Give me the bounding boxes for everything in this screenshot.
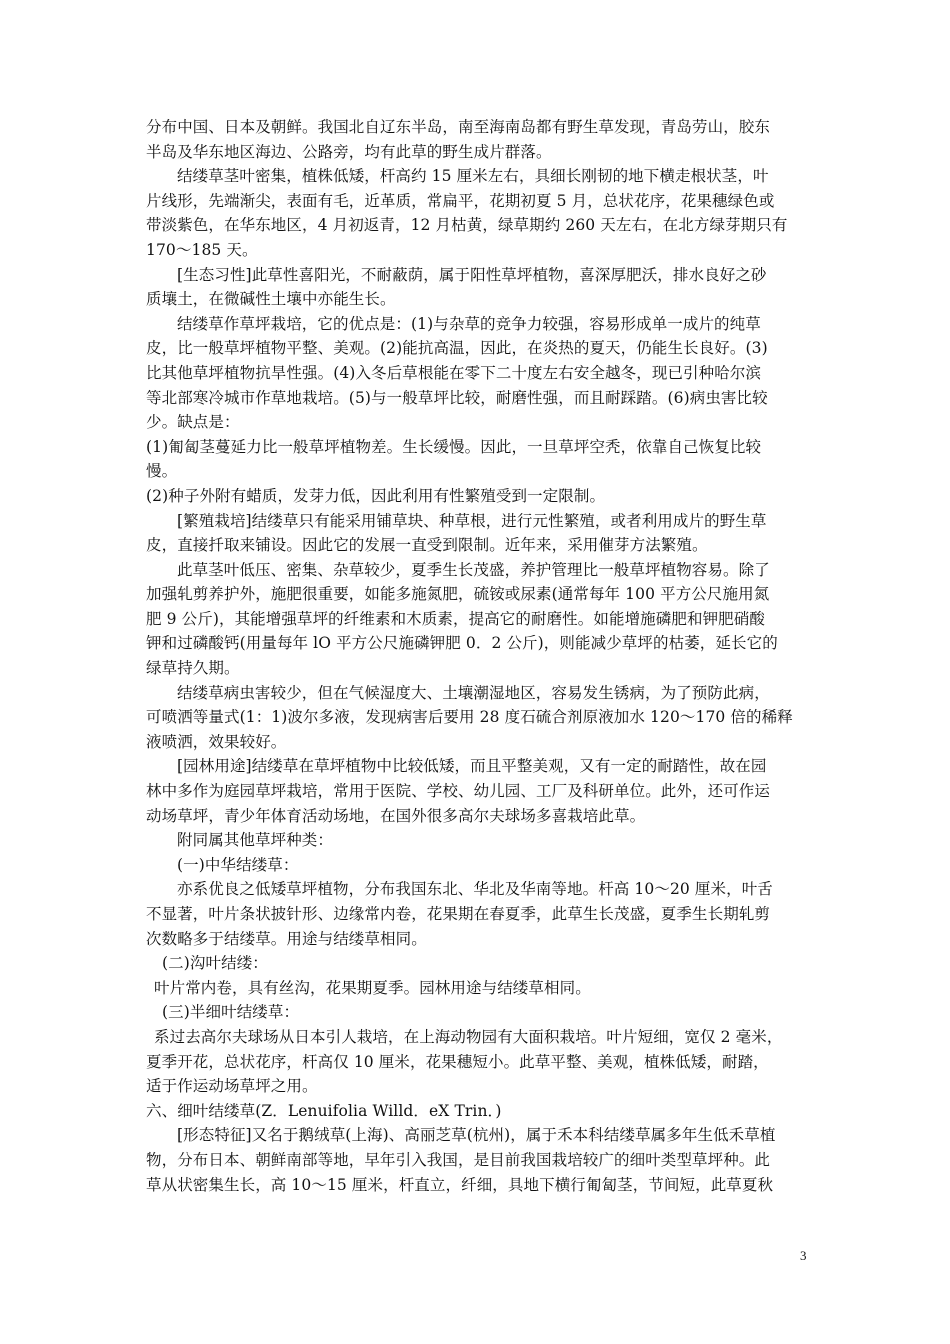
text-line: (一)中华结缕草： [177, 855, 299, 874]
text-line: 夏季开花，总状花序，杆高仅 10 厘米，花果穗短小。此草平整、美观，植株低矮，耐踏， [146, 1052, 769, 1071]
text-line: 附同属其他草坪种类： [177, 831, 334, 850]
document-body [146, 115, 810, 1197]
text-line: 次数略多于结缕草。用途与结缕草相同。 [146, 929, 427, 948]
text-line: 慢。 [146, 462, 178, 481]
text-line: [园林用途]结缕草在草坪植物中比较低矮，而且平整美观，又有一定的耐踏性，故在园 [177, 757, 767, 776]
text-line: 结缕草作草坪栽培，它的优点是：(1)与杂草的竞争力较强，容易形成单一成片的纯草 [177, 314, 761, 333]
page-number: 3 [800, 1248, 807, 1263]
section-heading: 六、细叶结缕草(Z．Lenuifolia Willd．eX Trin．) [146, 1101, 502, 1120]
text-line: 不显著，叶片条状披针形、边缘常内卷，花果期在春夏季，此草生长茂盛，夏季生长期轧剪 [146, 905, 771, 923]
text-line: 结缕草病虫害较少，但在气候湿度大、土壤潮湿地区，容易发生锈病，为了预防此病， [177, 683, 770, 702]
text-line: 适于作运动场草坪之用。 [146, 1077, 318, 1096]
text-line: 半岛及华东地区海边、公路旁，均有此草的野生成片群落。 [146, 142, 552, 161]
text-line: 肥 9 公斤)，其能增强草坪的纤维素和木质素，提高它的耐磨性。如能增施磷肥和钾肥硝酸 [146, 609, 765, 628]
text-line: 片线形，先端渐尖，表面有毛，近革质，常扁平，花期初夏 5 月，总状花序，花果穗绿色或 [146, 191, 775, 210]
text-line: 草从状密集生长，高 10～15 厘米，杆直立，纤细，具地下横行匍匐茎，节间短，此草夏秋 [146, 1175, 774, 1194]
text-line: 皮，比一般草坪植物平整、美观。(2)能抗高温，因此，在炎热的夏天，仍能生长良好。(3) [146, 339, 768, 358]
text-line: 物，分布日本、朝鲜南部等地，早年引入我国，是目前我国栽培较广的细叶类型草坪种。此 [146, 1150, 771, 1169]
text-line: 系过去高尔夫球场从日本引人栽培，在上海动物园有大面积栽培。叶片短细，宽仅 2 毫米， [154, 1027, 783, 1046]
text-line: 等北部寒冷城市作草地栽培。(5)与一般草坪比较，耐磨性强，而且耐踩踏。(6)病虫害比较 [146, 388, 768, 407]
text-line: 叶片常内卷，具有丝沟，花果期夏季。园林用途与结缕草相同。 [154, 978, 591, 997]
text-line: (1)匍匐茎蔓延力比一般草坪植物差。生长缓慢。因此，一旦草坪空秃，依靠自己恢复比较 [146, 437, 762, 456]
text-line: 此草茎叶低压、密集、杂草较少，夏季生长茂盛，养护管理比一般草坪植物容易。除了 [177, 560, 770, 579]
text-line: 少。缺点是： [146, 413, 240, 432]
text-line: 林中多作为庭园草坪栽培，常用于医院、学校、幼儿园、工厂及科研单位。此外，还可作运 [146, 782, 771, 801]
text-line: 比其他草坪植物抗旱性强。(4)入冬后草根能在零下二十度左右安全越冬，现已引种哈尔滨 [146, 363, 762, 382]
text-line: 可喷洒等量式(1：1)波尔多液，发现病害后要用 28 度石硫合剂原液加水 120～170 倍的稀释 [146, 708, 793, 727]
text-line: [繁殖栽培]结缕草只有能采用铺草块、种草根，进行元性繁殖，或者利用成片的野生草 [177, 511, 767, 530]
text-line: 质壤土，在微碱性土壤中亦能生长。 [146, 290, 396, 309]
text-line: 皮，直接扦取来铺设。因此它的发展一直受到限制。近年来，采用催芽方法繁殖。 [146, 536, 708, 555]
text-line: (二)沟叶结缕： [162, 954, 268, 973]
text-line: 分布中国、日本及朝鲜。我国北自辽东半岛，南至海南岛都有野生草发现，青岛劳山，胶东 [146, 118, 771, 136]
text-line: 液喷洒，效果较好。 [146, 732, 287, 751]
text-line: 绿草持久期。 [146, 659, 240, 678]
text-line: 结缕草茎叶密集，植株低矮，杆高约 15 厘米左右，具细长刚韧的地下横走根状茎，叶 [177, 167, 769, 186]
text-line: 170～185 天。 [146, 240, 258, 259]
text-line: 带淡紫色，在华东地区，4 月初返青，12 月枯黄，绿草期约 260 天左右，在北方绿芽期只有 [146, 216, 788, 235]
text-line: 亦系优良之低矮草坪植物，分布我国东北、华北及华南等地。杆高 10～20 厘米，叶舌 [177, 880, 773, 899]
text-line: (2)种子外附有蜡质，发芽力低，因此利用有性繁殖受到一定限制。 [146, 486, 606, 505]
text-line: (三)半细叶结缕草： [162, 1003, 300, 1022]
text-line: 动场草坪，青少年体育活动场地，在国外很多高尔夫球场多喜栽培此草。 [146, 806, 646, 825]
text-line: 加强轧剪养护外，施肥很重要，如能多施氮肥，硫铵或尿素(通常每年 100 平方公尺施用氮 [146, 585, 770, 604]
text-line: [生态习性]此草性喜阳光，不耐蔽荫，属于阳性草坪植物，喜深厚肥沃，排水良好之砂 [177, 265, 767, 284]
text-line: [形态特征]又名于鹅绒草(上海)、高丽芝草(杭州)，属于禾本科结缕草属多年生低禾草植 [177, 1126, 776, 1145]
text-line: 钾和过磷酸钙(用量每年 lO 平方公尺施磷钾肥 0．2 公斤)，则能减少草坪的枯萎，延长它的 [146, 634, 778, 653]
